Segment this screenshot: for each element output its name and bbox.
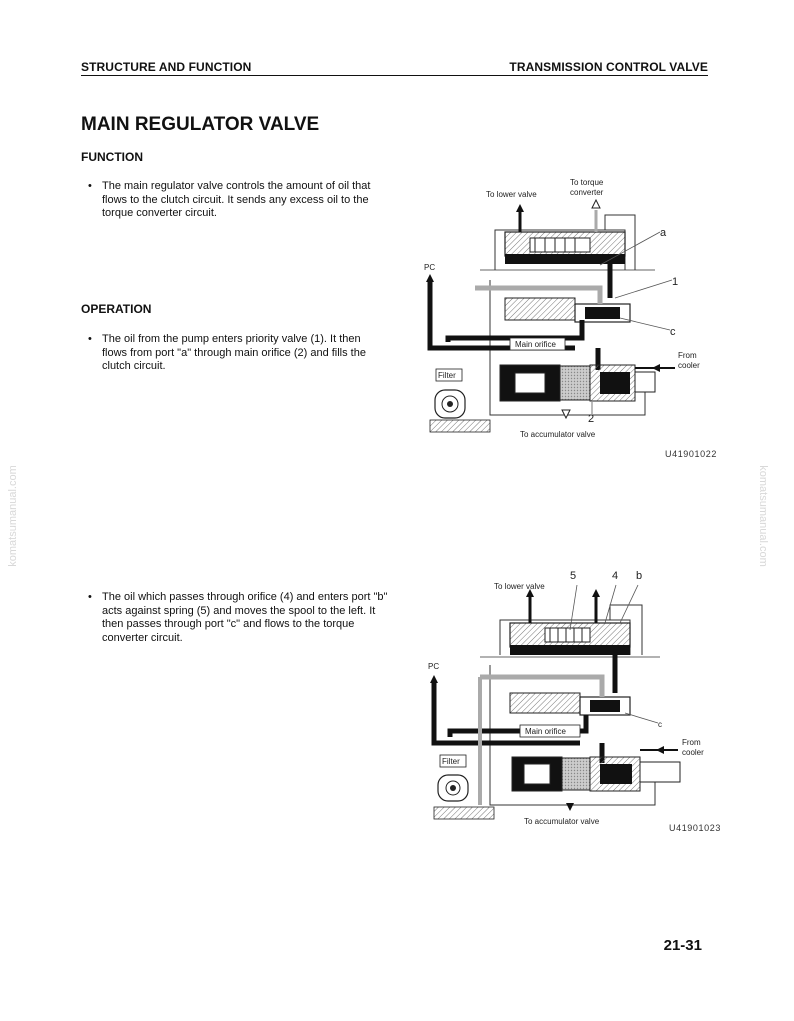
page-title: MAIN REGULATOR VALVE	[81, 114, 320, 135]
page-number: 21-31	[663, 937, 702, 954]
label-to-torque-line2: converter	[570, 188, 604, 197]
label-from-cooler-line1: From	[678, 351, 697, 360]
diagram-2-svg	[420, 565, 720, 830]
label-orifice-4: 4	[612, 570, 619, 582]
diagram-priority-valve-flow	[420, 170, 720, 445]
function-heading: FUNCTION	[81, 150, 143, 164]
header-chapter-title: TRANSMISSION CONTROL VALVE	[509, 60, 708, 74]
header-section-title: STRUCTURE AND FUNCTION	[81, 60, 252, 74]
label-filter: Filter	[438, 371, 456, 380]
label-to-torque-line1: To torque	[570, 178, 604, 187]
label-main-orifice: Main orifice	[515, 340, 556, 349]
header-rule	[81, 75, 708, 76]
label-port-c: c	[658, 720, 662, 729]
watermark-right: komatsumanual.com	[756, 465, 769, 567]
label-main-orifice: Main orifice	[525, 727, 566, 736]
label-pc: PC	[428, 662, 440, 671]
label-priority-valve-1: 1	[672, 276, 679, 288]
function-paragraph	[88, 180, 388, 221]
function-text: The main regulator valve controls the amount of oil that flows to the clutch circuit. It sends any excess oil to the torque converter circuit.	[102, 180, 371, 219]
operation-paragraph-1	[88, 333, 388, 374]
label-to-lower-valve: To lower valve	[486, 190, 537, 199]
operation-text-2: The oil which passes through orifice (4) and enters port "b" acts against spring (5) and moves the spool to the left. It then passes through port "c" and flows to the torque converter circuit.	[102, 591, 388, 644]
label-main-orifice-2: 2	[588, 413, 595, 425]
label-pc: PC	[424, 263, 436, 272]
label-port-c: c	[670, 326, 676, 338]
label-port-a: a	[660, 227, 667, 239]
bullet: •	[88, 333, 92, 345]
label-to-lower-valve: To lower valve	[494, 582, 545, 591]
label-from-cooler-line1: From	[682, 738, 701, 747]
figure-code-1: U41901022	[665, 449, 717, 459]
label-from-cooler-line2: cooler	[682, 748, 704, 757]
label-to-accumulator: To accumulator valve	[520, 430, 596, 439]
label-spring-5: 5	[570, 570, 577, 582]
operation-paragraph-2	[88, 591, 388, 645]
figure-code-2: U41901023	[669, 823, 721, 833]
label-from-cooler-line2: cooler	[678, 361, 700, 370]
operation-text-1: The oil from the pump enters priority valve (1). It then flows from port "a" through main orifice (2) and fills the clutch circuit.	[102, 333, 366, 372]
bullet: •	[88, 180, 92, 192]
bullet: •	[88, 591, 92, 603]
watermark-left: komatsumanual.com	[6, 465, 19, 567]
label-port-b: b	[636, 570, 643, 582]
label-to-accumulator: To accumulator valve	[524, 817, 600, 826]
diagram-torque-converter-flow	[420, 565, 720, 830]
diagram-1-svg	[420, 170, 720, 445]
label-filter: Filter	[442, 757, 460, 766]
operation-heading: OPERATION	[81, 302, 152, 316]
